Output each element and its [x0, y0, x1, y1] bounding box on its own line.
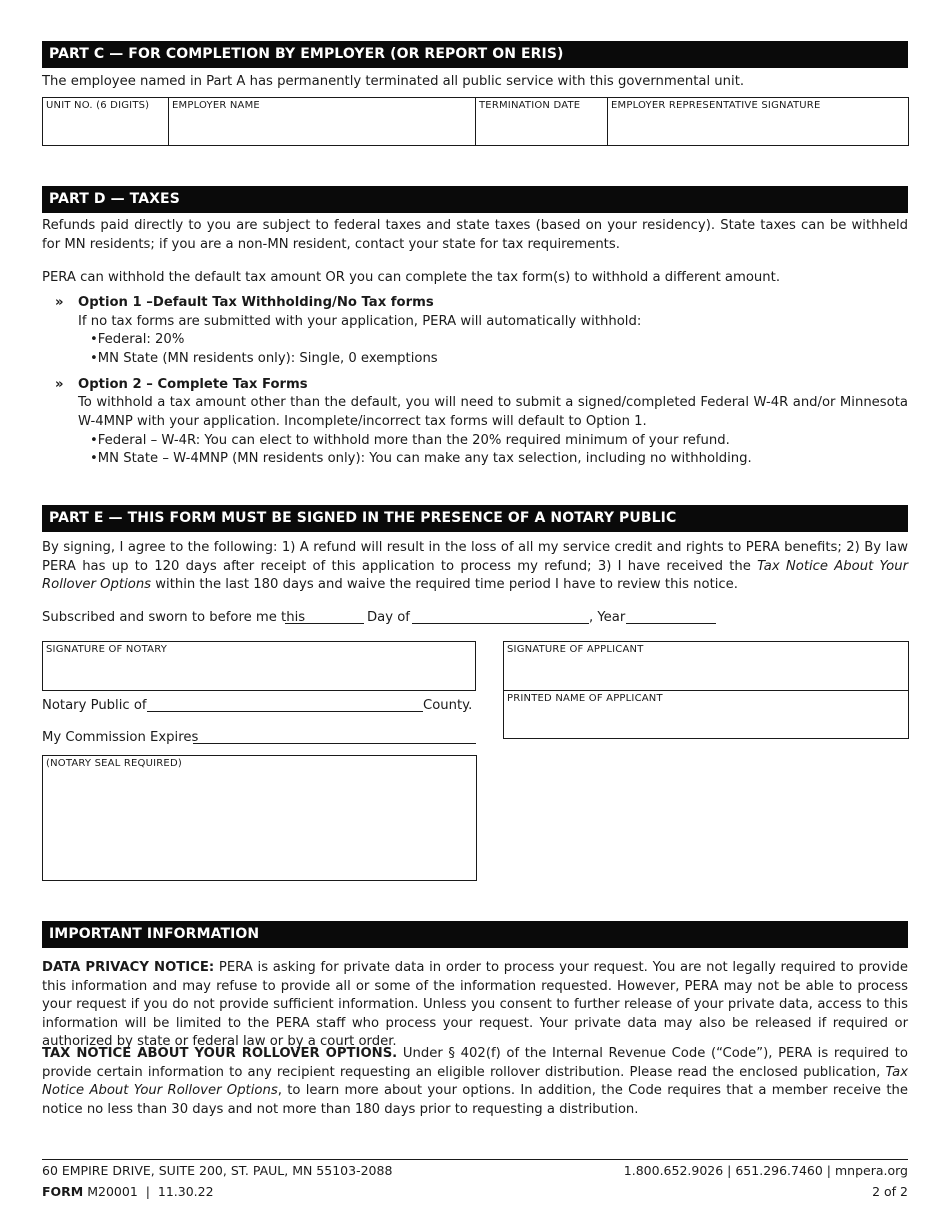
applicant-signature-field[interactable] — [503, 641, 909, 691]
option-1-bullet: •Federal: 20% — [90, 332, 185, 347]
form-number: M20001 — [87, 1184, 138, 1199]
option-1-bullet-text: Federal: 20% — [97, 332, 185, 347]
tax-notice-publication: Tax Notice About Your Rollover Options — [42, 1064, 908, 1099]
employer-signature-label: EMPLOYER REPRESENTATIVE SIGNATURE — [611, 100, 821, 111]
termination-date-field[interactable] — [475, 97, 608, 146]
termination-date-label: TERMINATION DATE — [479, 100, 581, 111]
applicant-signature-label: SIGNATURE OF APPLICANT — [507, 644, 644, 655]
option-2-bullet: •Federal – W-4R: You can elect to withhold more than the 20% required minimum of your refund. — [90, 433, 730, 448]
option-2-bullet: •MN State – W-4MNP (MN residents only): You can make any tax selection, including no withholding. — [90, 451, 752, 466]
part-e-header: PART E — THIS FORM MUST BE SIGNED IN THE PRESENCE OF A NOTARY PUBLIC — [42, 505, 908, 532]
agreement-text-2: within the last 180 days and waive the required time period I have to review this notice. — [151, 577, 738, 593]
option-1-bullet-text: MN State (MN residents only): Single, 0 exemptions — [97, 351, 438, 366]
option-2-bullet-text: MN State – W-4MNP (MN residents only): You can make any tax selection, including no withholding. — [97, 451, 752, 466]
notary-seal-label: (NOTARY SEAL REQUIRED) — [46, 758, 182, 769]
sworn-label: Subscribed and sworn to before me this — [42, 610, 306, 625]
applicant-name-label: PRINTED NAME OF APPLICANT — [507, 693, 663, 704]
notary-county-line[interactable] — [147, 711, 423, 712]
important-header: IMPORTANT INFORMATION — [42, 921, 908, 948]
option-2-marker: » — [55, 377, 64, 392]
notary-signature-label: SIGNATURE OF NOTARY — [46, 644, 168, 655]
privacy-title: DATA PRIVACY NOTICE: — [42, 960, 215, 975]
option-1-title: Option 1 –Default Tax Withholding/No Tax forms — [78, 295, 434, 310]
part-d-choice: PERA can withhold the default tax amount OR you can complete the tax form(s) to withhold a different amount. — [42, 270, 781, 285]
unit-no-field[interactable] — [42, 97, 169, 146]
privacy-notice — [42, 959, 908, 1052]
option-1-marker: » — [55, 295, 64, 310]
year-label: , Year — [589, 610, 626, 625]
commission-line[interactable] — [193, 743, 476, 744]
page-number: 2 of 2 — [872, 1184, 908, 1199]
tax-notice — [42, 1045, 908, 1119]
tax-notice-title: TAX NOTICE ABOUT YOUR ROLLOVER OPTIONS. — [42, 1046, 398, 1061]
employer-signature-field[interactable] — [607, 97, 909, 146]
part-c-header: PART C — FOR COMPLETION BY EMPLOYER (OR REPORT ON ERIS) — [42, 41, 908, 68]
option-2-title: Option 2 – Complete Tax Forms — [78, 377, 308, 392]
day-of-label: Day of — [367, 610, 410, 625]
month-line[interactable] — [412, 623, 589, 624]
agreement-notice-title: Tax Notice About Your Rollover Options — [42, 558, 908, 593]
notary-signature-field[interactable] — [42, 641, 476, 691]
form-date: 11.30.22 — [157, 1184, 214, 1199]
footer-address: 60 EMPIRE DRIVE, SUITE 200, ST. PAUL, MN 55103-2088 — [42, 1163, 393, 1178]
tax-notice-text-1: Under § 402(f) of the Internal Revenue Code (“Code”), PERA is required to provide certain information to any recipient requesting an eligible rollover distribution. Please read the enclosed publication, — [42, 1046, 908, 1080]
year-line[interactable] — [626, 623, 716, 624]
notary-public-label: Notary Public of — [42, 698, 147, 713]
option-1-bullet: •MN State (MN residents only): Single, 0 exemptions — [90, 351, 438, 366]
footer-contact: 1.800.652.9026 | 651.296.7460 | mnpera.org — [623, 1163, 908, 1178]
part-d-header: PART D — TAXES — [42, 186, 908, 213]
privacy-text: PERA is asking for private data in order to process your request. You are not legally required to provide this information and may refuse to provide all or some of the information requested. However, PERA may not be able to process your request if you do not provide sufficient information. Unless you consent to further release of your private data, access to this information will be limited to the PERA staff who process your request. Your private data may also be released if required or authorized by state or federal law or by a court order. — [42, 960, 908, 1050]
option-2-bullet-text: Federal – W-4R: You can elect to withhold more than the 20% required minimum of your refund. — [97, 433, 730, 448]
part-d-intro: Refunds paid directly to you are subject to federal taxes and state taxes (based on your residency). State taxes can be withheld for MN residents; if you are a non-MN resident, contact your state for tax requirements. — [42, 218, 908, 252]
form-label: FORM — [42, 1184, 84, 1199]
tax-notice-text-2: , to learn more about your options. In addition, the Code requires that a member receive the notice no less than 30 days and not more than 180 days prior to requesting a distribution. — [42, 1083, 908, 1117]
agreement-text-1: By signing, I agree to the following: 1) A refund will result in the loss of all my service credit and rights to PERA benefits; 2) By law PERA has up to 120 days after receipt of this application to process my refund; 3) I have received the — [42, 540, 908, 574]
employer-name-field[interactable] — [168, 97, 476, 146]
part-e-agreement — [42, 539, 908, 595]
footer-form-id: FORM M20001 | 11.30.22 — [42, 1184, 214, 1199]
applicant-name-field[interactable] — [503, 690, 909, 739]
part-c-statement: The employee named in Part A has permanently terminated all public service with this governmental unit. — [42, 74, 745, 89]
option-2-text: To withhold a tax amount other than the default, you will need to submit a signed/completed Federal W-4R and/or Minnesota W-4MNP with your application. Incomplete/incorrect tax forms will default to Option 1. — [78, 395, 908, 429]
commission-label: My Commission Expires — [42, 730, 199, 745]
sworn-day-line[interactable] — [285, 623, 364, 624]
option-1-text: If no tax forms are submitted with your application, PERA will automatically withhold: — [78, 314, 642, 329]
unit-no-label: UNIT NO. (6 DIGITS) — [46, 100, 150, 111]
county-label: County. — [423, 698, 473, 713]
footer-divider — [42, 1159, 908, 1160]
notary-seal-area — [42, 755, 477, 881]
employer-name-label: EMPLOYER NAME — [172, 100, 260, 111]
